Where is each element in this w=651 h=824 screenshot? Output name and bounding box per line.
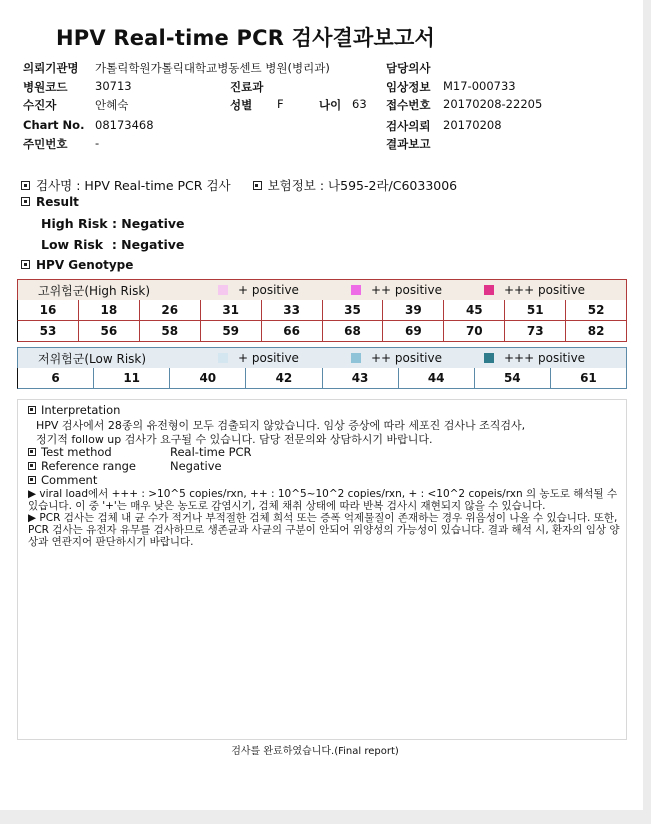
page-edge-bottom bbox=[0, 810, 651, 824]
report-label: 결과보고 bbox=[386, 137, 431, 151]
interpretation-text-2: 정기적 follow up 검사가 요구될 수 있습니다. 담당 전문의와 상담하시기 바랍니다. bbox=[36, 433, 433, 446]
test-method-label: Test method bbox=[41, 445, 112, 459]
comment-text-2: ▶ PCR 검사는 검체 내 균 수가 적거나 부적절한 검체 희석 또는 증폭 억제물질이 존재하는 경우 위음성이 나올 수 있습니다. 또한, PCR 검사는 유전자 유무를 검사하므로 생존균과 사균의 구분이 안되어 위양성의 가능성이 있습니다. 결과 해석 시, 환자의 임상 양상과 연관지어 판단하시기 바랍니다. bbox=[28, 512, 620, 548]
receipt-no-label: 접수번호 bbox=[386, 98, 431, 112]
legend-item bbox=[218, 351, 351, 365]
chart-no-value: 08173468 bbox=[95, 118, 154, 132]
genotype-cell: 51 bbox=[505, 300, 566, 321]
final-report-note: 검사를 완료하였습니다.(Final report) bbox=[231, 746, 399, 757]
request-date-label: 검사의뢰 bbox=[386, 119, 431, 133]
test-method-line bbox=[28, 445, 112, 459]
low-risk-result: Low Risk : Negative bbox=[41, 237, 185, 252]
bullet-square-icon bbox=[21, 181, 30, 190]
insurance-label: 보험정보 : bbox=[267, 178, 329, 193]
legend-label: + positive bbox=[238, 351, 299, 365]
legend-swatch bbox=[351, 353, 361, 363]
interpretation-box bbox=[17, 399, 627, 740]
department-label: 진료과 bbox=[230, 80, 264, 94]
legend-item bbox=[484, 283, 617, 297]
result-heading-line bbox=[21, 195, 79, 209]
genotype-cell: 61 bbox=[551, 368, 627, 389]
test-name-label: 검사명 : bbox=[36, 178, 85, 193]
genotype-cell: 53 bbox=[17, 321, 79, 342]
genotype-heading-line bbox=[21, 258, 133, 272]
high-risk-title: 고위험군(High Risk) bbox=[38, 283, 150, 298]
genotype-cell: 18 bbox=[79, 300, 140, 321]
genotype-cell: 58 bbox=[140, 321, 201, 342]
comment-text-1: ▶ viral load에서 +++ : >10^5 copies/rxn, ++ : 10^5~10^2 copies/rxn, + : <10^2 copeis/rxn 의 농도로 해석될 수 있습니다. 이 중 '+'는 매우 낮은 농도로 감염시기, 검체 채취 상태에 따라 반복 검사시 재현되지 않을 수 있습니다. bbox=[28, 488, 618, 512]
legend-label: ++ positive bbox=[371, 351, 442, 365]
genotype-cell: 40 bbox=[170, 368, 246, 389]
legend-swatch bbox=[218, 285, 228, 295]
legend-item bbox=[351, 351, 484, 365]
genotype-cell: 44 bbox=[399, 368, 475, 389]
genotype-cell: 66 bbox=[262, 321, 323, 342]
genotype-cell: 39 bbox=[383, 300, 444, 321]
legend-item bbox=[218, 283, 351, 297]
legend-item bbox=[351, 283, 484, 297]
doctor-label: 담당의사 bbox=[386, 61, 431, 75]
bullet-square-icon bbox=[21, 197, 30, 206]
hospital-code-value: 30713 bbox=[95, 79, 132, 93]
test-name-line bbox=[21, 176, 457, 194]
low-risk-title: 저위험군(Low Risk) bbox=[38, 351, 147, 366]
bullet-square-icon bbox=[253, 181, 262, 190]
genotype-cell: 59 bbox=[201, 321, 262, 342]
genotype-cell: 35 bbox=[323, 300, 384, 321]
genotype-cell: 52 bbox=[566, 300, 627, 321]
genotype-cell: 6 bbox=[17, 368, 94, 389]
hospital-code-label: 병원코드 bbox=[23, 80, 68, 94]
table-row bbox=[17, 368, 627, 389]
legend-swatch bbox=[484, 285, 494, 295]
genotype-cell: 26 bbox=[140, 300, 201, 321]
comment-heading-line bbox=[28, 473, 97, 487]
reference-line bbox=[28, 459, 136, 473]
legend-swatch bbox=[351, 285, 361, 295]
bullet-square-icon bbox=[28, 462, 36, 470]
clinical-info-label: 임상정보 bbox=[386, 80, 431, 94]
test-name-value: HPV Real-time PCR 검사 bbox=[84, 178, 231, 193]
interpretation-heading: Interpretation bbox=[41, 403, 121, 417]
age-value: 63 bbox=[352, 97, 367, 111]
collector-label: 수진자 bbox=[23, 98, 57, 112]
collector-value: 안혜숙 bbox=[95, 98, 129, 112]
genotype-cell: 11 bbox=[94, 368, 170, 389]
genotype-cell: 42 bbox=[246, 368, 322, 389]
genotype-cell: 33 bbox=[262, 300, 323, 321]
resident-no-value: - bbox=[95, 136, 100, 150]
clinical-info-value: M17-000733 bbox=[443, 79, 516, 93]
receipt-no-value: 20170208-22205 bbox=[443, 97, 543, 111]
genotype-cell: 69 bbox=[383, 321, 444, 342]
sex-label: 성별 bbox=[230, 98, 253, 112]
genotype-cell: 56 bbox=[79, 321, 140, 342]
legend-label: + positive bbox=[238, 283, 299, 297]
reference-label: Reference range bbox=[41, 459, 137, 473]
genotype-cell: 31 bbox=[201, 300, 262, 321]
legend-label: ++ positive bbox=[371, 283, 442, 297]
table-row bbox=[17, 300, 627, 321]
legend-item bbox=[484, 351, 617, 365]
genotype-cell: 16 bbox=[17, 300, 79, 321]
genotype-cell: 73 bbox=[505, 321, 566, 342]
table-row bbox=[17, 321, 627, 342]
high-risk-result: High Risk : Negative bbox=[41, 216, 185, 231]
bullet-square-icon bbox=[28, 406, 36, 414]
reference-value: Negative bbox=[170, 459, 222, 473]
test-method-value: Real-time PCR bbox=[170, 445, 252, 459]
genotype-cell: 68 bbox=[323, 321, 384, 342]
legend-swatch bbox=[484, 353, 494, 363]
resident-no-label: 주민번호 bbox=[23, 137, 68, 151]
bullet-square-icon bbox=[28, 476, 36, 484]
request-date-value: 20170208 bbox=[443, 118, 502, 132]
genotype-cell: 82 bbox=[566, 321, 627, 342]
genotype-cell: 54 bbox=[475, 368, 551, 389]
genotype-cell: 70 bbox=[444, 321, 505, 342]
sex-value: F bbox=[277, 97, 284, 111]
genotype-heading: HPV Genotype bbox=[36, 258, 134, 272]
age-label: 나이 bbox=[319, 98, 342, 112]
legend-label: +++ positive bbox=[504, 351, 586, 365]
result-heading: Result bbox=[36, 195, 79, 209]
bullet-square-icon bbox=[21, 260, 30, 269]
low-risk-table-header bbox=[17, 347, 627, 368]
interpretation-heading-line bbox=[28, 403, 120, 417]
page-edge-right bbox=[643, 0, 651, 824]
low-risk-genotype-table bbox=[17, 347, 627, 389]
interpretation-text-1: HPV 검사에서 28종의 유전형이 모두 검출되지 않았습니다. 임상 증상에 따라 세포진 검사나 조직검사, bbox=[36, 419, 526, 432]
comment-label: Comment bbox=[41, 473, 98, 487]
genotype-cell: 45 bbox=[444, 300, 505, 321]
high-risk-table-header bbox=[17, 279, 627, 300]
chart-no-label: Chart No. bbox=[23, 118, 85, 132]
report-title: HPV Real-time PCR 검사결과보고서 bbox=[56, 26, 435, 50]
legend-swatch bbox=[218, 353, 228, 363]
bullet-square-icon bbox=[28, 448, 36, 456]
insurance-value: 나595-2라/C6033006 bbox=[328, 178, 458, 193]
high-risk-genotype-table bbox=[17, 279, 627, 342]
genotype-cell: 43 bbox=[323, 368, 399, 389]
institution-value: 가톨릭학원가톨릭대학교병동센트 병원(병리과) bbox=[95, 61, 330, 75]
institution-label: 의뢰기관명 bbox=[23, 61, 79, 75]
legend-label: +++ positive bbox=[504, 283, 586, 297]
